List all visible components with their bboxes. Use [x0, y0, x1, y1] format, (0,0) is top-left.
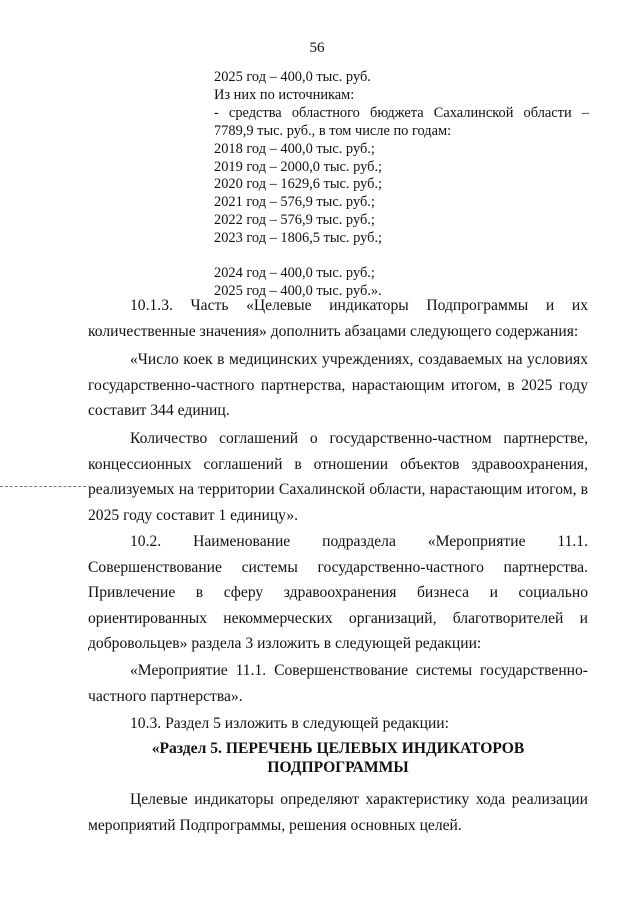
paragraph-target-indicators: [88, 787, 588, 838]
paragraph-text: 10.1.3. Часть «Целевые индикаторы Подпрограммы и их количественные значения» дополнить абзацами следующего содержания:: [88, 297, 588, 340]
paragraph-agreements-count: [88, 426, 588, 528]
paragraph-10-1-3: [88, 293, 588, 346]
section-5-heading: [88, 739, 588, 777]
paragraph-text: «Мероприятие 11.1. Совершенствование системы государственно-частного партнерства».: [88, 662, 588, 705]
year-line: 2024 год – 400,0 тыс. руб.;: [214, 265, 375, 282]
regional-budget-line: - средства областного бюджета Сахалинской области –: [214, 104, 589, 121]
paragraph-text: Целевые индикаторы определяют характеристику хода реализации мероприятий Подпрограммы, решения основных целей.: [88, 791, 588, 834]
financing-line-2025: 2025 год – 400,0 тыс. руб.: [214, 69, 371, 85]
paragraph-text: 10.2. Наименование подраздела «Мероприятие 11.1. Совершенствование системы государственно-частного партнерства. Привлечение в сферу здравоохранения бизнеса и социально ориентированных некоммерческих организаций, благотворителей и добровольцев» раздела 3 изложить в следующей редакции:: [88, 533, 588, 653]
year-line: 2018 год – 400,0 тыс. руб.;: [214, 140, 375, 157]
year-line: 2022 год – 576,9 тыс. руб.;: [214, 212, 375, 229]
paragraph-activity-11-1: [88, 658, 588, 709]
paragraph-10-3: [88, 711, 588, 737]
heading-line: «Раздел 5. ПЕРЕЧЕНЬ ЦЕЛЕВЫХ ИНДИКАТОРОВ: [151, 740, 525, 757]
heading-line: ПОДПРОГРАММЫ: [267, 759, 409, 776]
paragraph-10-2: [88, 529, 588, 657]
paragraph-text: «Число коек в медицинских учреждениях, создаваемых на условиях государственно-частного партнерства, нарастающим итогом, в 2025 году составит 344 единиц.: [88, 351, 588, 420]
year-line: 2021 год – 576,9 тыс. руб.;: [214, 194, 375, 211]
year-line: 2019 год – 2000,0 тыс. руб.;: [214, 158, 383, 175]
page-number: 56: [309, 40, 325, 56]
scan-artifact-line: [0, 486, 86, 487]
paragraph-text: 10.3. Раздел 5 изложить в следующей редакции:: [130, 715, 449, 732]
year-line: 2020 год – 1629,6 тыс. руб.;: [214, 176, 383, 193]
paragraph-text: Количество соглашений о государственно-частном партнерстве, концессионных соглашений в отношении объектов здравоохранения, реализуемых на территории Сахалинской области, нарастающим итогом, в 2025 году составит 1 единицу».: [88, 430, 588, 524]
year-line: 2023 год – 1806,5 тыс. руб.;: [214, 230, 383, 247]
regional-budget-total: 7789,9 тыс. руб., в том числе по годам:: [214, 122, 452, 139]
paragraph-bed-count: [88, 347, 588, 424]
financing-block: [214, 69, 589, 301]
blank-line: [214, 248, 589, 265]
year-line: 2025 год – 400,0 тыс. руб.».: [214, 282, 382, 299]
sources-heading: Из них по источникам:: [214, 86, 355, 103]
